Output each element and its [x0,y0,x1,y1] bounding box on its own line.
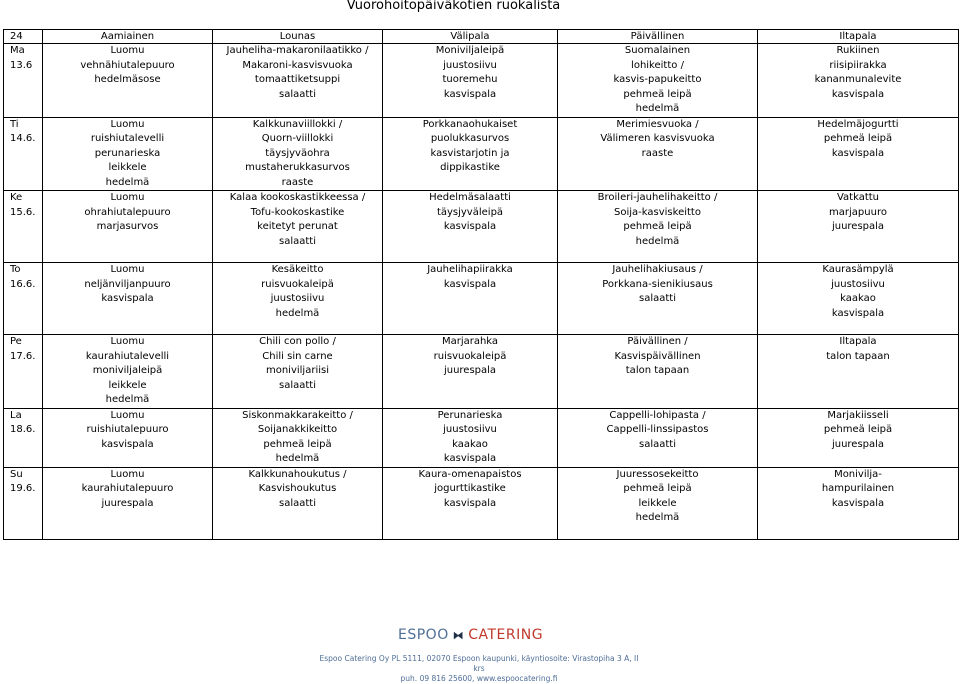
day-date: 18.6. [10,424,36,435]
meal-item: juurespala [831,438,885,450]
logo-text-catering: CATERING [468,627,544,643]
meal-cell [758,117,959,191]
column-header-dinner: Päivällinen [558,30,758,44]
meal-item: Luomu [110,264,145,275]
meal-item: hedelmä [105,394,150,405]
day-row [4,117,959,191]
day-cell [4,335,43,409]
meal-item: kaakao [452,438,488,450]
meal-cell [43,117,213,191]
column-header-lunch: Lounas [213,30,383,44]
footer-phone-web: puh. 09 816 25600, www.espoocatering.fi [400,674,558,683]
meal-item: juustosiivu [831,278,885,290]
meal-cell [383,44,558,118]
meal-item: kasvispala [101,438,154,450]
meal-item: täysjyväleipä [436,206,504,218]
meal-item: salaatti [279,379,316,391]
meal-cell [758,263,959,335]
meal-cell [213,191,383,263]
meal-item: Päivällinen / [627,336,688,347]
meal-item: mustaherukkasurvos [245,162,350,173]
meal-item: pehmeä leipä [823,133,893,144]
bow-icon: ⧓ [452,629,465,642]
meal-cell [758,408,959,467]
day-row [4,191,959,263]
meal-item: Siskonmakkarakeitto / [242,409,353,421]
meal-item: Kalkkunaviillokki / [252,118,343,130]
meal-item: hedelmä [275,453,320,464]
meal-item: kasvispala [831,88,885,100]
meal-item: pehmeä leipä [623,221,692,232]
meal-cell [213,44,383,118]
meal-item: Monivilja- [834,468,882,480]
meal-cell [383,408,558,467]
meal-item: raaste [641,147,674,159]
espoo-catering-logo [398,627,543,643]
day-abbreviation: Ti [10,118,19,130]
meal-item: moniviljaleipä [92,365,163,376]
meal-item: hampurilainen [821,483,895,494]
meal-item: hedelmä [635,103,680,114]
meal-item: Kalkkunahoukutus / [248,468,347,480]
meal-cell [383,117,558,191]
meal-item: kasvispala [443,88,497,100]
meal-item: Juuressosekeitto [616,468,699,480]
meal-cell [558,467,758,539]
meal-cell [758,44,959,118]
meal-item: Quorn-viillokki [261,133,334,144]
meal-item: vehnähiutalepuuro [80,59,175,71]
day-cell [4,44,43,118]
meal-item: Chili con pollo / [259,336,336,347]
meal-item: kasvispala [831,497,885,509]
meal-item: juustosiivu [443,59,497,71]
meal-item: Vatkattu [836,192,880,203]
meal-item: ruishiutalepuuro [86,424,169,435]
meal-item: täysjyväohra [265,147,330,159]
meal-item: hedelmäsose [94,74,161,85]
meal-item: keitetyt perunat [257,221,338,232]
footer-contact [314,654,644,684]
meal-item: kasvispala [831,307,885,319]
meal-item: salaatti [639,438,676,450]
day-row [4,467,959,539]
meal-cell [43,263,213,335]
meal-item: Makaroni-kasvisvuoka [242,59,353,71]
meal-item: Cappelli-linssipastos [606,424,709,435]
day-cell [4,191,43,263]
meal-item: Marjakiisseli [827,409,889,421]
meal-item: Välimeren kasvisvuoka [600,133,715,144]
meal-item: leikkele [108,379,147,391]
meal-item: hedelmä [635,512,680,523]
meal-item: Marjarahka [441,336,499,347]
meal-cell [383,191,558,263]
meal-item: puolukkasurvos [430,133,510,144]
meal-item: raaste [281,176,314,188]
meal-item: Hedelmäsalaatti [429,192,511,203]
meal-item: leikkele [108,162,147,173]
meal-item: kaurahiutalevelli [85,350,170,362]
meal-item: marjasurvos [96,221,159,232]
meal-cell [43,335,213,409]
meal-item: Jauhelihakiusaus / [612,264,703,275]
meal-item: salaatti [279,497,316,509]
meal-item: neljänviljanpuuro [84,278,171,290]
meal-item: hedelmä [275,307,320,319]
meal-item: salaatti [279,235,316,247]
day-date: 19.6. [10,483,36,494]
meal-item: Soijanakkikeitto [257,424,338,435]
meal-item: marjapuuro [829,206,887,218]
meal-item: salaatti [639,293,676,304]
day-abbreviation: Ma [10,45,25,56]
day-cell [4,263,43,335]
meal-item: leikkele [638,497,677,509]
meal-item: Chili sin carne [262,350,333,362]
meal-item: pehmeä leipä [623,88,692,100]
meal-item: dippikastike [440,162,500,173]
meal-item: Tofu-kookoskastike [250,206,345,218]
meal-cell [558,335,758,409]
day-date: 16.6. [10,278,36,290]
meal-cell [213,408,383,467]
meal-cell [43,408,213,467]
meal-item: kasvispala [101,293,154,304]
day-abbreviation: Su [10,468,23,480]
day-abbreviation: Ke [10,192,23,203]
meal-item: juurespala [831,221,885,232]
meal-item: Rukiinen [836,45,880,56]
meal-item: Luomu [110,118,145,130]
meal-cell [758,467,959,539]
column-header-snack: Välipala [383,30,558,44]
meal-cell [558,117,758,191]
meal-item: Luomu [110,192,145,203]
day-row [4,335,959,409]
day-abbreviation: To [10,264,21,275]
meal-item: Merimiesvuoka / [616,118,699,130]
logo-text-espoo: ESPOO [398,627,449,643]
meal-item: Luomu [110,409,145,421]
meal-item: pehmeä leipä [263,438,332,450]
meal-item: Cappelli-lohipasta / [609,409,706,421]
meal-item: pehmeä leipä [823,424,893,435]
meal-cell [213,117,383,191]
meal-item: hedelmä [105,176,150,188]
meal-cell [558,408,758,467]
meal-item: riisipiirakka [829,59,887,71]
day-cell [4,467,43,539]
day-cell [4,408,43,467]
column-header-breakfast: Aamiainen [43,30,213,44]
day-cell [4,117,43,191]
meal-item: lohikeitto / [631,59,684,71]
meal-item: Iltapala [839,336,877,347]
meal-item: ruisvuokaleipä [433,350,507,362]
meal-item: Jauheliha-makaronilaatikko / [226,45,369,56]
meal-item: Porkkanaohukaiset [422,118,518,130]
meal-item: Soija-kasviskeitto [614,206,701,218]
meal-cell [758,191,959,263]
day-abbreviation: La [10,409,22,421]
column-header-evening-snack: Iltapala [758,30,959,44]
meal-item: Kasvishoukutus [258,483,337,494]
meal-item: ruisvuokaleipä [261,278,334,290]
meal-item: kaakao [840,293,876,304]
meal-item: perunarieska [94,147,161,159]
meal-item: tomaattiketsuppi [254,74,341,85]
meal-item: kasvis-papukeitto [613,74,702,85]
meal-item: juurespala [101,497,154,509]
meal-item: Kalaa kookoskastikkeessa / [229,192,366,203]
page-title: Vuorohoitopäiväkotien ruokalista [346,0,561,13]
meal-cell [213,335,383,409]
meal-cell [558,44,758,118]
meal-item: ohrahiutalepuuro [84,206,171,218]
meal-item: hedelmä [635,235,680,247]
day-row [4,44,959,118]
meal-item: Perunarieska [437,409,503,421]
meal-item: Luomu [110,336,145,347]
meal-item: juurespala [443,365,497,376]
meal-item: Hedelmäjogurtti [817,118,899,130]
meal-item: salaatti [279,88,316,100]
meal-item: Moniviljaleipä [435,45,505,56]
menu-table [3,29,959,540]
meal-item: Luomu [110,468,145,480]
meal-item: jogurttikastike [434,483,506,494]
meal-item: juustosiivu [270,293,325,304]
day-abbreviation: Pe [10,336,22,347]
meal-item: Kaura-omenapaistos [418,468,522,480]
meal-item: Kaurasämpylä [822,264,894,275]
meal-item: Jauhelihapiirakka [427,264,513,275]
meal-item: kasvispala [443,221,497,232]
meal-item: pehmeä leipä [623,483,692,494]
day-row [4,263,959,335]
header-row [4,30,959,44]
column-header-week: 24 [4,30,43,44]
footer-address: Espoo Catering Oy PL 5111, 02070 Espoon kaupunki, käyntiosoite: Virastopiha 3 A, II krs [319,654,639,673]
meal-item: kasvispala [443,278,497,290]
meal-item: moniviljariisi [265,365,329,376]
meal-cell [558,191,758,263]
meal-cell [43,44,213,118]
meal-item: tuoremehu [442,74,498,85]
meal-item: juustosiivu [443,424,497,435]
meal-item: kaurahiutalepuuro [81,483,174,494]
meal-cell [213,263,383,335]
meal-cell [758,335,959,409]
day-date: 15.6. [10,206,36,218]
day-date: 14.6. [10,133,36,144]
meal-item: Porkkana-sienikiusaus [602,278,713,290]
meal-item: talon tapaan [625,365,690,376]
meal-item: Luomu [110,45,145,56]
meal-cell [383,263,558,335]
meal-item: kasvispala [443,497,497,509]
meal-item: kananmunalevite [814,74,902,85]
day-date: 17.6. [10,350,36,362]
meal-item: talon tapaan [826,350,890,362]
meal-item: Suomalainen [624,45,691,56]
meal-cell [558,263,758,335]
meal-item: kasvistarjotin ja [430,147,510,159]
meal-item: Broileri-jauhelihakeitto / [597,192,718,203]
meal-item: kasvispala [831,147,885,159]
day-date: 13.6 [10,59,33,71]
meal-item: ruishiutalevelli [90,133,165,144]
meal-item: Kasvispäivällinen [614,350,701,362]
meal-item: kasvispala [443,453,497,464]
day-row [4,408,959,467]
meal-cell [43,467,213,539]
meal-cell [383,467,558,539]
meal-cell [213,467,383,539]
meal-cell [43,191,213,263]
meal-cell [383,335,558,409]
meal-item: Kesäkeitto [271,264,324,275]
